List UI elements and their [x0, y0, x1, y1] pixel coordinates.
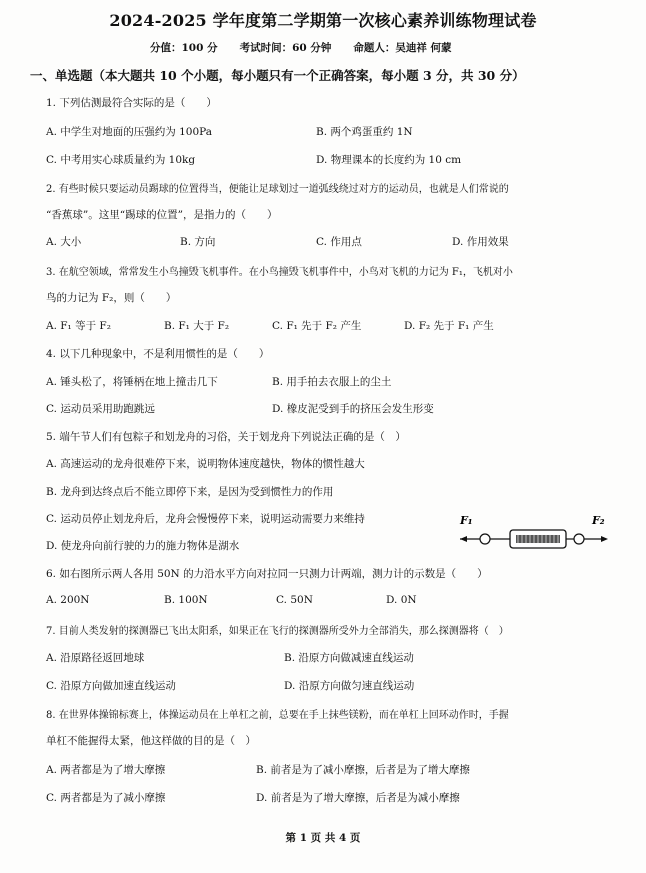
question-7-option-d: D. 沿原方向做匀速直线运动 [284, 680, 415, 692]
question-2-option-c: C. 作用点 [316, 236, 362, 248]
time-info: 考试时间：60 分钟 [239, 42, 332, 54]
question-2-option-a: A. 大小 [46, 236, 82, 248]
question-8-stem-line-2: 单杠不能握得太紧，他这样做的目的是（ ） [46, 735, 256, 747]
question-6-option-d: D. 0N [386, 594, 417, 606]
question-5-option-a: A. 高速运动的龙舟很难停下来，说明物体速度越快，物体的惯性越大 [46, 458, 365, 470]
question-7-option-b: B. 沿原方向做减速直线运动 [284, 652, 414, 664]
question-2-option-b: B. 方向 [180, 236, 216, 248]
question-7-option-a: A. 沿原路径返回地球 [46, 652, 145, 664]
question-5-stem: 5. 端午节人们有包粽子和划龙舟的习俗，关于划龙舟下列说法正确的是（ ） [46, 431, 406, 443]
question-3-option-c: C. F₁ 先于 F₂ 产生 [272, 320, 362, 332]
question-8-option-a: A. 两者都是为了增大摩擦 [46, 764, 166, 776]
question-4-stem: 4. 以下几种现象中，不是利用惯性的是（ ） [46, 348, 270, 360]
question-1-option-c: C. 中考用实心球质量约为 10kg [46, 154, 196, 166]
exam-meta [150, 40, 580, 55]
question-1-stem: 1. 下列估测最符合实际的是（ ） [46, 97, 217, 109]
left-arrow-icon [460, 536, 467, 542]
force-f2-label: F₂ [592, 514, 605, 527]
right-arrow-icon [601, 536, 608, 542]
page-number-footer: 第 1 页 共 4 页 [285, 832, 361, 844]
left-hook-ring [480, 534, 490, 544]
question-4-option-c: C. 运动员采用助跑跳远 [46, 403, 155, 415]
question-8-stem-line-1: 8. 在世界体操锦标赛上，体操运动员在上单杠之前，总要在手上抹些镁粉，而在单杠上回环动作时，手握 [46, 710, 509, 721]
question-6-option-a: A. 200N [46, 594, 90, 606]
question-5-option-c: C. 运动员停止划龙舟后，龙舟会慢慢停下来，说明运动需要力来维持 [46, 513, 365, 525]
question-2-option-d: D. 作用效果 [452, 236, 509, 248]
question-3-stem-line-2: 鸟的力记为 F₂，则（ ） [46, 292, 177, 304]
question-1-option-b: B. 两个鸡蛋重约 1N [316, 126, 413, 138]
question-2-stem-line-2: “香蕉球”。这里“踢球的位置”，是指力的（ ） [46, 209, 278, 221]
question-3-stem-line-1: 3. 在航空领域，常常发生小鸟撞毁飞机事件。在小鸟撞毁飞机事件中，小鸟对飞机的力记为 F₁，飞机对小 [46, 267, 513, 278]
force-f1-label: F₁ [460, 514, 473, 527]
question-5-option-d: D. 使龙舟向前行驶的力的施力物体是湖水 [46, 540, 240, 552]
score-info: 分值：100 分 [150, 42, 218, 54]
question-8-option-d: D. 前者是为了增大摩擦，后者是为减小摩擦 [256, 792, 460, 804]
question-1-option-a: A. 中学生对地面的压强约为 100Pa [46, 126, 212, 138]
question-4-option-d: D. 橡皮泥受到手的挤压会发生形变 [272, 403, 434, 415]
right-hook-ring [574, 534, 584, 544]
section-heading: 一、单选题（本大题共 10 个小题，每小题只有一个正确答案，每小题 3 分，共 30 分） [30, 68, 525, 83]
question-1-option-d: D. 物理课本的长度约为 10 cm [316, 154, 462, 166]
question-6-option-c: C. 50N [276, 594, 313, 606]
question-4-option-a: A. 锤头松了，将锤柄在地上撞击几下 [46, 376, 218, 388]
question-2-stem-line-1: 2. 有些时候只要运动员踢球的位置得当，便能让足球划过一道弧线绕过对方的运动员，也就是人们常说的 [46, 184, 509, 195]
question-4-option-b: B. 用手拍去衣服上的尘土 [272, 376, 392, 388]
author-info: 命题人：吴迪祥 何蒙 [353, 42, 452, 54]
question-6-option-b: B. 100N [164, 594, 208, 606]
question-3-option-b: B. F₁ 大于 F₂ [164, 320, 230, 332]
question-7-stem: 7. 目前人类发射的探测器已飞出太阳系，如果正在飞行的探测器所受外力全部消失，那么探测器将（ ） [46, 626, 509, 637]
question-8-option-c: C. 两者都是为了减小摩擦 [46, 792, 166, 804]
question-3-option-d: D. F₂ 先于 F₁ 产生 [404, 320, 494, 332]
question-8-option-b: B. 前者是为了减小摩擦，后者是为了增大摩擦 [256, 764, 470, 776]
question-5-option-b: B. 龙舟到达终点后不能立即停下来，是因为受到惯性力的作用 [46, 486, 334, 498]
exam-title: 2024-2025 学年度第二学期第一次核心素养训练物理试卷 [109, 11, 537, 30]
question-7-option-c: C. 沿原方向做加速直线运动 [46, 680, 176, 692]
question-6-stem: 6. 如右图所示两人各用 50N 的力沿水平方向对拉同一只测力计两端，测力计的示数是（ ） [46, 568, 488, 580]
spring-scale-diagram [456, 510, 612, 558]
question-3-option-a: A. F₁ 等于 F₂ [46, 320, 111, 332]
